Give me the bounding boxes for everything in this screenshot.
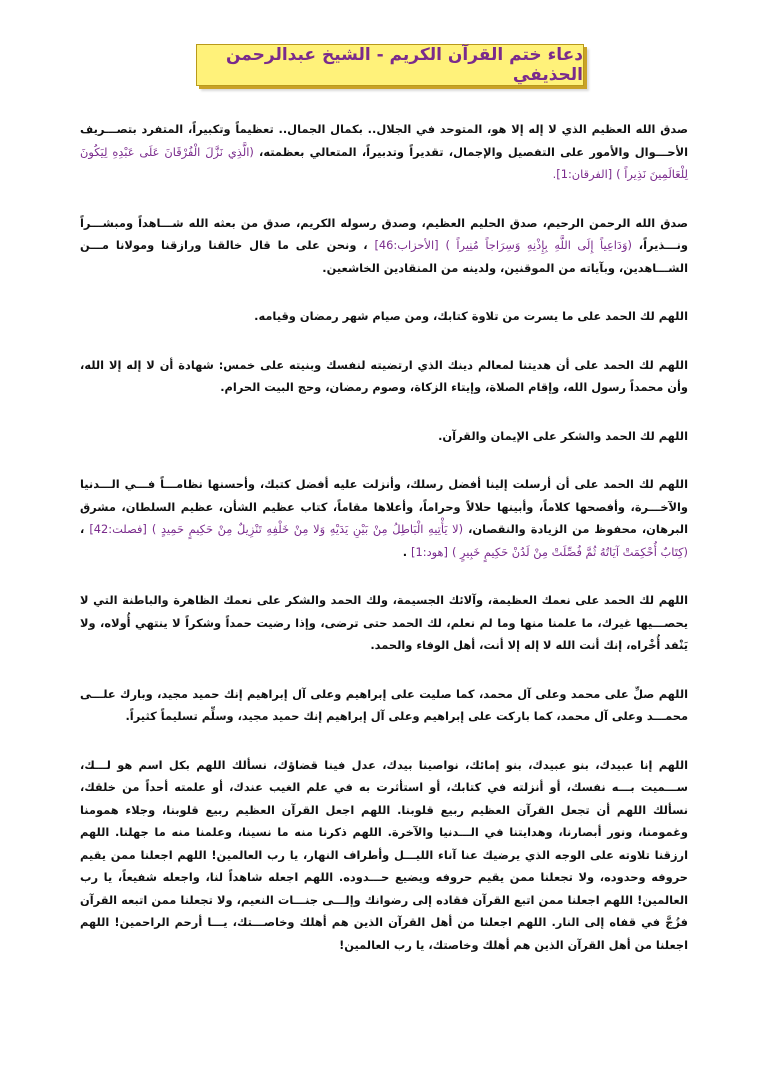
- verse-reference: [الأحزاب:46]: [374, 238, 439, 252]
- paragraph-9: اللهم إنا عبيدك، بنو عبيدك، بنو إمائك، نواصينا بيدك، عدل فينا قضاؤك، نسألك اللهم بكل اسم هو لـــك، ســـميت بـــه نفسك، أو أنزلته في كتابك، أو استأثرت به في علم الغيب عندك، أو علمته أحداً من خلقك، نسألك اللهم أن تجعل القرآن العظيم ربيع قلوبنا. اللهم اجعل القرآن العظيم ربيع قلوبنا، وجلاء همومنا وغمومنا، ونور أبصارنا، وهدايتنا في الـــدنيا والآخرة. اللهم ذكرنا منه ما نسينا، وعلمنا منه ما جهلنا. اللهم ارزقنا تلاوته على الوجه الذي يرضيك عنا آناء الليـــل وأطراف النهار، يا رب العالمين! اللهم اجعلنا ممن يقيم حروفه وحدوده، ولا تجعلنا ممن يقيم حروفه ويضيع حـــدوده. اللهم اجعله شاهداً لنا، واجعله شفيعاً، يا رب العالمين! اللهم اجعلنا ممن اتبع القرآن فقاده إلى رضوانك وإلـــى جنـــات النعيم، ولا تجعلنا ممن اتبعه القرآن فزُجَّ في قفاه إلى النار. اللهم اجعلنا من أهل القرآن الذين هم أهلك وخاصـــتك، يـــا أرحم الراحمين! اللهم اجعلنا من أهل القرآن الذين هم أهلك وخاصتك، يا رب العالمين!: [80, 757, 688, 952]
- page-title: دعاء ختم القرآن الكريم - الشيخ عبدالرحمن الحذيفي: [225, 45, 583, 85]
- verse-reference: [الفرقان:1].: [552, 167, 613, 181]
- paragraph-text: اللهم لك الحمد على أن أرسلت إلينا أفضل رسلك، وأنزلت عليه أفضل كتبك، وأحسنها نظامـــاً فـــي الـــدنيا والآخـــرة، وأفصحها كلاماً، وأبينها حلالاً وحراماً، وأعلاها مقاماً، كتاب عظيم الشأن، عظيم السلطان، مشرق البرهان، محفوظ من الزيادة والنقصان،: [80, 477, 688, 536]
- title-banner: [196, 44, 584, 86]
- paragraph-6: اللهم لك الحمد على أن أرسلت إلينا أفضل رسلك، وأنزلت عليه أفضل كتبك، وأحسنها نظامـــاً فـــي الـــدنيا والآخـــرة، وأفصحها كلاماً، وأبينها حلالاً وحراماً، وأعلاها مقاماً، كتاب عظيم الشأن، عظيم السلطان، مشرق البرهان، محفوظ من الزيادة والنقصان، (لا يَأْتِيهِ الْبَاطِلُ مِنْ بَيْنِ يَدَيْهِ وَلا مِنْ خَلْفِهِ تَنْزِيلٌ مِنْ حَكِيمٍ حَمِيدٍ ) [فصلت:42] ، (كِتَابٌ أُحْكِمَتْ آيَاتُهُ ثُمَّ فُصِّلَتْ مِنْ لَدُنْ حَكِيمٍ خَبِيرٍ ) [هود:1] .: [80, 477, 688, 559]
- paragraph-7: اللهم لك الحمد على نعمك العظيمة، وآلائك الجسيمة، ولك الحمد والشكر على نعمك الظاهرة والباطنة التي لا يحصـــيها غيرك، ما علمنا منها وما لم نعلم، لك الحمد حتى ترضى، وإذا رضيت حمداً وشكراً لا ينتهي أُولاه، ولا يَنْفد أُخْراه، إنك أنت الله لا إله إلا أنت، أهل الوفاء والحمد.: [80, 593, 688, 652]
- quran-verse: (لا يَأْتِيهِ الْبَاطِلُ مِنْ بَيْنِ يَدَيْهِ وَلا مِنْ خَلْفِهِ تَنْزِيلٌ مِنْ حَكِيمٍ حَمِيدٍ ): [151, 522, 464, 536]
- verse-reference: [هود:1]: [411, 544, 448, 559]
- paragraph-8: اللهم صلِّ على محمد وعلى آل محمد، كما صليت على إبراهيم وعلى آل إبراهيم إنك حميد مجيد، وبارك علـــى محمـــد وعلى آل محمد، كما باركت على إبراهيم وعلى آل إبراهيم إنك حميد مجيد، وسلِّم تسليماً كثيراً.: [80, 686, 688, 723]
- paragraph-5: اللهم لك الحمد والشكر على الإيمان والقرآن.: [438, 428, 688, 443]
- paragraph-text: ، ونحن على ما قال خالقنا ورازقنا ومولانا مـــن الشـــاهدين، وبآياته من الموقنين، ولدينه من المنقادين الخاشعين.: [80, 238, 688, 275]
- paragraph-1: [80, 118, 688, 186]
- quran-verse: (كِتَابٌ أُحْكِمَتْ آيَاتُهُ ثُمَّ فُصِّلَتْ مِنْ لَدُنْ حَكِيمٍ خَبِيرٍ ): [451, 544, 688, 559]
- paragraph-3: اللهم لك الحمد على ما يسرت من تلاوة كتابك، ومن صيام شهر رمضان وقيامه.: [254, 309, 688, 323]
- verse-reference: [فصلت:42]: [89, 522, 147, 536]
- quran-verse: (وَدَاعِياً إِلَى اللَّهِ بِإِذْنِهِ وَسِرَاجاً مُنِيراً ): [445, 238, 632, 252]
- quran-verse: (الَّذِي نَزَّلَ الْفُرْقَانَ عَلَى عَبْدِهِ لِيَكُونَ لِلْعَالَمِينَ نَذِيراً ): [80, 144, 688, 181]
- paragraph-text: صدق الله العظيم الذي لا إله إلا هو، المتوحد في الجلال.. بكمال الجمال.. تعظيماً وتكبيراً، المتفرد بتصـــريف الأحـــوال والأمور على التفصيل والإجمال، تقديراً وتدبيراً، المتعالي بعظمته،: [80, 122, 688, 159]
- paragraph-2: [80, 212, 688, 280]
- document-body: [80, 118, 688, 982]
- paragraph-4: اللهم لك الحمد على أن هديتنا لمعالم دينك الذي ارتضيته لنفسك وبنيته على خمس: شهادة أن لا إله إلا الله، وأن محمداً رسول الله، وإقام الصلاة، وإيتاء الزكاة، وصوم رمضان، وحج البيت الحرام.: [80, 357, 688, 394]
- paragraph-text: صدق الله الرحمن الرحيم، صدق الحليم العظيم، وصدق رسوله الكريم، صدق من بعثه الله شـــاهداً ومبشـــراً ونـــذيراً،: [80, 215, 688, 252]
